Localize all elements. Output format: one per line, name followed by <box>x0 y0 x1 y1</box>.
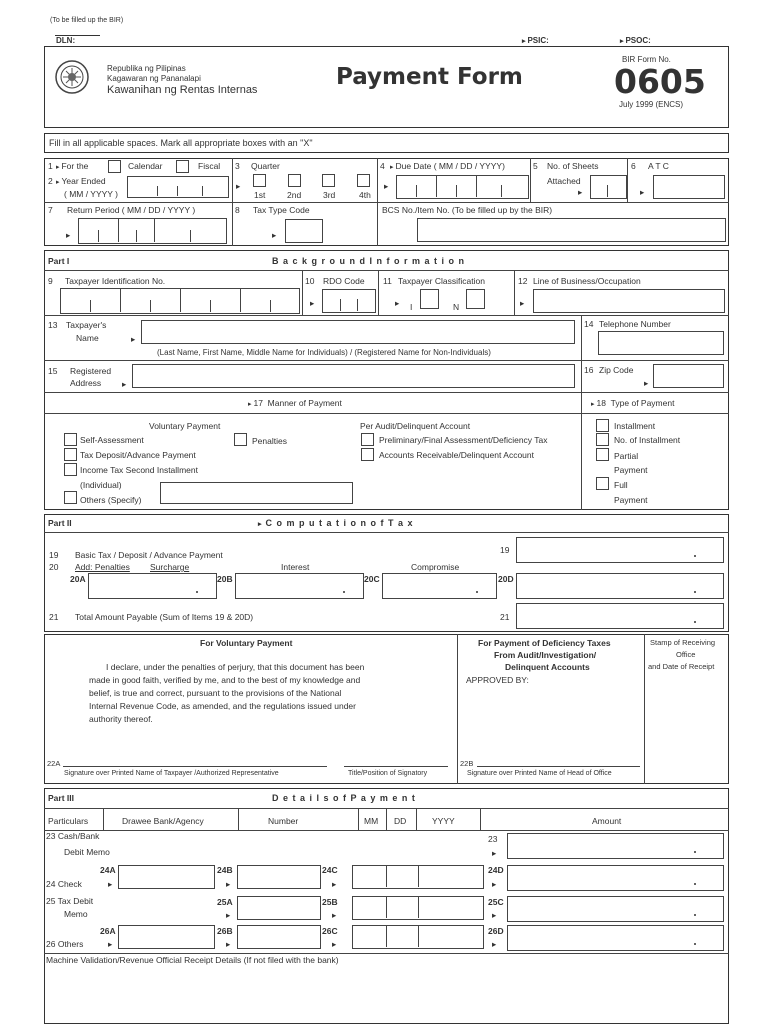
number-header: Number <box>268 816 299 826</box>
basic-tax-label: Basic Tax / Deposit / Advance Payment <box>75 550 223 560</box>
dd-header: DD <box>394 816 407 826</box>
drawee-header: Drawee Bank/Agency <box>122 816 204 826</box>
no-sheets-label: No. of Sheets <box>547 161 599 171</box>
telephone-label: Telephone Number <box>599 319 671 329</box>
agency-line-1: Republika ng Pilipinas <box>107 64 186 73</box>
form-title: Payment Form <box>336 64 523 90</box>
declaration-text-3: belief, is true and correct, pursuant to the provisions of the National <box>89 688 342 698</box>
item-25b-label: 25B <box>322 897 338 907</box>
item-22a-label: 22A <box>47 759 61 768</box>
declaration-text-4: Internal Revenue Code, as amended, and the regulations issued under <box>89 701 356 711</box>
others-number-input[interactable] <box>237 925 321 949</box>
preliminary-assessment-label: Preliminary/Final Assessment/Deficiency Tax <box>379 435 548 445</box>
fiscal-label: Fiscal <box>198 161 221 171</box>
interest-input[interactable] <box>235 573 364 599</box>
income-tax-second-checkbox[interactable] <box>64 463 77 476</box>
psoc-label: PSOC: <box>625 36 651 45</box>
name-note: (Last Name, First Name, Middle Name for Individuals) / (Registered Name for Non-Individuals) <box>157 348 491 357</box>
head-signature-caption: Signature over Printed Name of Head of Office <box>467 770 612 777</box>
tax-deposit-checkbox[interactable] <box>64 448 77 461</box>
no-installment-label: No. of Installment <box>614 435 681 445</box>
deficiency-title-2: From Audit/Investigation/ <box>494 650 597 660</box>
line-of-business-label: Line of Business/Occupation <box>533 276 641 286</box>
total-amount-label: Total Amount Payable (Sum of Items 19 & 20D) <box>75 612 254 622</box>
zip-input[interactable] <box>653 364 724 388</box>
voluntary-title: For Voluntary Payment <box>200 638 293 648</box>
others-specify-input[interactable] <box>160 482 353 504</box>
check-bank-input[interactable] <box>118 865 215 889</box>
fiscal-checkbox[interactable] <box>176 160 189 173</box>
psic-label: PSIC: <box>527 36 549 45</box>
line-of-business-input[interactable] <box>533 289 725 313</box>
classification-label: Taxpayer Classification <box>398 276 485 286</box>
item-5-number: 5 <box>533 161 538 171</box>
yyyy-header: YYYY <box>432 816 455 826</box>
item-4-number: 4 <box>380 161 385 171</box>
self-assessment-checkbox[interactable] <box>64 433 77 446</box>
item-11-number: 11 <box>383 276 392 286</box>
taxpayer-signature-line[interactable] <box>63 766 327 767</box>
item-20-number: 20 <box>49 562 59 572</box>
item-21-right-number: 21 <box>500 612 510 622</box>
part-3-title: D e t a i l s o f P a y m e n t <box>272 793 416 803</box>
year-ended-format: ( MM / YYYY ) <box>64 189 119 199</box>
check-number-input[interactable] <box>237 865 321 889</box>
part-1-label: Part I <box>48 256 70 266</box>
memo-label: Memo <box>64 909 88 919</box>
part-2-label: Part II <box>48 518 72 528</box>
item-15-number: 15 <box>48 366 58 376</box>
item-20b-label: 20B <box>217 574 233 584</box>
part-3-label: Part III <box>48 793 74 803</box>
surcharge-input[interactable] <box>88 573 217 599</box>
interest-label: Interest <box>281 562 310 572</box>
for-the-label: For the <box>61 161 89 171</box>
cash-amount-input[interactable] <box>507 833 724 859</box>
item-18-number: 18 <box>596 398 606 408</box>
reg-address-label-1: Registered <box>70 366 112 376</box>
item-20c-label: 20C <box>364 574 380 584</box>
registered-address-input[interactable] <box>132 364 575 388</box>
class-nonindividual-checkbox[interactable] <box>466 289 485 309</box>
tin-label: Taxpayer Identification No. <box>65 276 166 286</box>
item-22b-label: 22B <box>460 759 474 768</box>
item-17-number: 17 <box>253 398 263 408</box>
tax-type-code-label: Tax Type Code <box>253 205 310 215</box>
quarter-3rd-checkbox[interactable] <box>322 174 335 187</box>
head-signature-line[interactable] <box>477 766 640 767</box>
compromise-label: Compromise <box>411 562 460 572</box>
income-tax-second-label: Income Tax Second Installment <box>80 465 198 475</box>
declaration-text-1: I declare, under the penalties of perjury, that this document has been <box>106 662 365 672</box>
taxpayer-name-label-2: Name <box>76 333 99 343</box>
manner-of-payment-label: Manner of Payment <box>267 398 342 408</box>
others-checkbox[interactable] <box>64 491 77 504</box>
item-23-number: 23 <box>488 834 498 844</box>
declaration-text-5: authority thereof. <box>89 714 153 724</box>
quarter-3rd-label: 3rd <box>323 190 336 200</box>
item-21-number: 21 <box>49 612 59 622</box>
item-7-number: 7 <box>48 205 53 215</box>
deficiency-title-3: Delinquent Accounts <box>505 662 590 672</box>
class-i-label: I <box>410 302 413 312</box>
partial-payment-label: Payment <box>614 465 648 475</box>
reg-address-label-2: Address <box>70 378 102 388</box>
attached-label: Attached <box>547 176 581 186</box>
tax-deposit-label: Tax Deposit/Advance Payment <box>80 450 196 460</box>
mm-header: MM <box>364 816 379 826</box>
dln-label: DLN: <box>56 36 76 45</box>
item-20d-label: 20D <box>498 574 514 584</box>
accounts-receivable-label: Accounts Receivable/Delinquent Account <box>379 450 534 460</box>
stamp-label-1: Stamp of Receiving <box>650 638 716 647</box>
particulars-header: Particulars <box>48 816 89 826</box>
item-26c-label: 26C <box>322 926 338 936</box>
quarter-1st-checkbox[interactable] <box>253 174 266 187</box>
bir-form-no-label: BIR Form No. <box>622 55 671 64</box>
item-26-label: 26 Others <box>46 939 84 949</box>
others-specify-label: Others (Specify) <box>80 495 142 505</box>
quarter-4th-label: 4th <box>359 190 371 200</box>
taxpayer-name-label-1: Taxpayer's <box>66 320 107 330</box>
form-date: July 1999 (ENCS) <box>619 100 684 109</box>
item-24-label: 24 Check <box>46 879 82 889</box>
item-6-number: 6 <box>631 161 636 171</box>
partial-payment-checkbox[interactable] <box>596 448 609 461</box>
quarter-2nd-checkbox[interactable] <box>288 174 301 187</box>
total-penalties-input[interactable] <box>516 573 724 599</box>
accounts-receivable-checkbox[interactable] <box>361 448 374 461</box>
bir-seal-logo <box>54 59 90 95</box>
others-amount-input[interactable] <box>507 925 724 951</box>
taxpayer-name-input[interactable] <box>141 320 575 344</box>
item-9-number: 9 <box>48 276 53 286</box>
bir-fill-note: (To be filled up the BIR) <box>50 17 124 24</box>
part-1-title: B a c k g r o u n d I n f o r m a t i o n <box>272 256 466 266</box>
item-14-number: 14 <box>584 319 594 329</box>
rdo-input[interactable] <box>322 289 376 313</box>
item-19-number: 19 <box>49 550 59 560</box>
instructions-text: Fill in all applicable spaces. Mark all appropriate boxes with an "X" <box>49 138 313 148</box>
surcharge-label: Surcharge <box>150 562 190 572</box>
item-12-number: 12 <box>518 276 528 286</box>
title-position-line[interactable] <box>344 766 448 767</box>
item-24d-label: 24D <box>488 865 504 875</box>
item-3-number: 3 <box>235 161 240 171</box>
partial-label: Partial <box>614 451 639 461</box>
item-25-label: 25 Tax Debit <box>46 896 94 906</box>
item-19-right-number: 19 <box>500 545 510 555</box>
others-bank-input[interactable] <box>118 925 215 949</box>
check-amount-input[interactable] <box>507 865 724 891</box>
atc-input[interactable] <box>653 175 725 199</box>
voluntary-payment-heading: Voluntary Payment <box>149 421 221 431</box>
atc-label: A T C <box>648 161 669 171</box>
penalties-label: Penalties <box>252 436 287 446</box>
self-assessment-label: Self-Assessment <box>80 435 144 445</box>
quarter-1st-label: 1st <box>254 190 266 200</box>
penalties-checkbox[interactable] <box>234 433 247 446</box>
class-n-label: N <box>453 302 460 312</box>
compromise-input[interactable] <box>382 573 497 599</box>
part-2-title: C o m p u t a t i o n o f T a x <box>265 518 414 528</box>
per-audit-heading: Per Audit/Delinquent Account <box>360 421 471 431</box>
tax-debit-amount-input[interactable] <box>507 896 724 922</box>
tax-debit-number-input[interactable] <box>237 896 321 920</box>
approved-by-label: APPROVED BY: <box>466 675 529 685</box>
full-payment-checkbox[interactable] <box>596 477 609 490</box>
item-20a-label: 20A <box>70 574 86 584</box>
class-individual-checkbox[interactable] <box>420 289 439 309</box>
item-26a-label: 26A <box>100 926 116 936</box>
item-24a-label: 24A <box>100 865 116 875</box>
year-ended-label: Year Ended <box>61 176 106 186</box>
deficiency-title-1: For Payment of Deficiency Taxes <box>478 638 611 648</box>
due-date-label: Due Date ( MM / DD / YYYY) <box>395 161 505 171</box>
machine-validation-label: Machine Validation/Revenue Official Receipt Details (If not filed with the bank) <box>46 955 339 965</box>
bcs-input[interactable] <box>417 218 726 242</box>
add-penalties-label: Add: Penalties <box>75 562 130 572</box>
item-1-number: 1 <box>48 161 53 171</box>
return-period-label: Return Period ( MM / DD / YYYY ) <box>67 205 196 215</box>
amount-header: Amount <box>592 816 622 826</box>
basic-tax-input[interactable] <box>516 537 724 563</box>
stamp-label-2: Office <box>676 650 696 659</box>
item-13-number: 13 <box>48 320 58 330</box>
installment-label: Installment <box>614 421 656 431</box>
rdo-label: RDO Code <box>323 276 365 286</box>
item-26d-label: 26D <box>488 926 504 936</box>
item-25a-label: 25A <box>217 897 233 907</box>
year-ended-input[interactable] <box>127 176 229 198</box>
full-label: Full <box>614 480 628 490</box>
return-period-input[interactable] <box>78 218 227 244</box>
item-24c-label: 24C <box>322 865 338 875</box>
title-position-caption: Title/Position of Signatory <box>348 770 428 777</box>
item-8-number: 8 <box>235 205 240 215</box>
quarter-4th-checkbox[interactable] <box>357 174 370 187</box>
bcs-label: BCS No./Item No. (To be filled up by the BIR) <box>382 205 553 215</box>
declaration-text-2: made in good faith, verified by me, and to the best of my knowledge and <box>89 675 361 685</box>
total-amount-input[interactable] <box>516 603 724 629</box>
debit-memo-label: Debit Memo <box>64 847 110 857</box>
preliminary-assessment-checkbox[interactable] <box>361 433 374 446</box>
type-of-payment-label: Type of Payment <box>610 398 675 408</box>
no-installment-checkbox[interactable] <box>596 433 609 446</box>
installment-checkbox[interactable] <box>596 419 609 432</box>
tax-type-code-input[interactable] <box>285 219 323 243</box>
no-sheets-input[interactable] <box>590 175 627 199</box>
dln-mark <box>55 35 100 36</box>
item-25c-label: 25C <box>488 897 504 907</box>
taxpayer-signature-caption: Signature over Printed Name of Taxpayer /Authorized Representative <box>64 770 279 777</box>
quarter-2nd-label: 2nd <box>287 190 302 200</box>
item-23-label: 23 Cash/Bank <box>46 831 100 841</box>
individual-note: (Individual) <box>80 480 122 490</box>
agency-line-2: Kagawaran ng Pananalapi <box>107 74 201 83</box>
item-16-number: 16 <box>584 365 594 375</box>
quarter-label: Quarter <box>251 161 280 171</box>
calendar-checkbox[interactable] <box>108 160 121 173</box>
zip-label: Zip Code <box>599 365 634 375</box>
form-number: 0605 <box>614 62 706 101</box>
item-10-number: 10 <box>305 276 315 286</box>
full-payment-label: Payment <box>614 495 648 505</box>
telephone-input[interactable] <box>598 331 724 355</box>
stamp-label-3: and Date of Receipt <box>648 662 715 671</box>
item-2-number: 2 <box>48 176 53 186</box>
agency-line-3: Kawanihan ng Rentas Internas <box>107 84 258 96</box>
item-26b-label: 26B <box>217 926 233 936</box>
item-24b-label: 24B <box>217 865 233 875</box>
calendar-label: Calendar <box>128 161 163 171</box>
